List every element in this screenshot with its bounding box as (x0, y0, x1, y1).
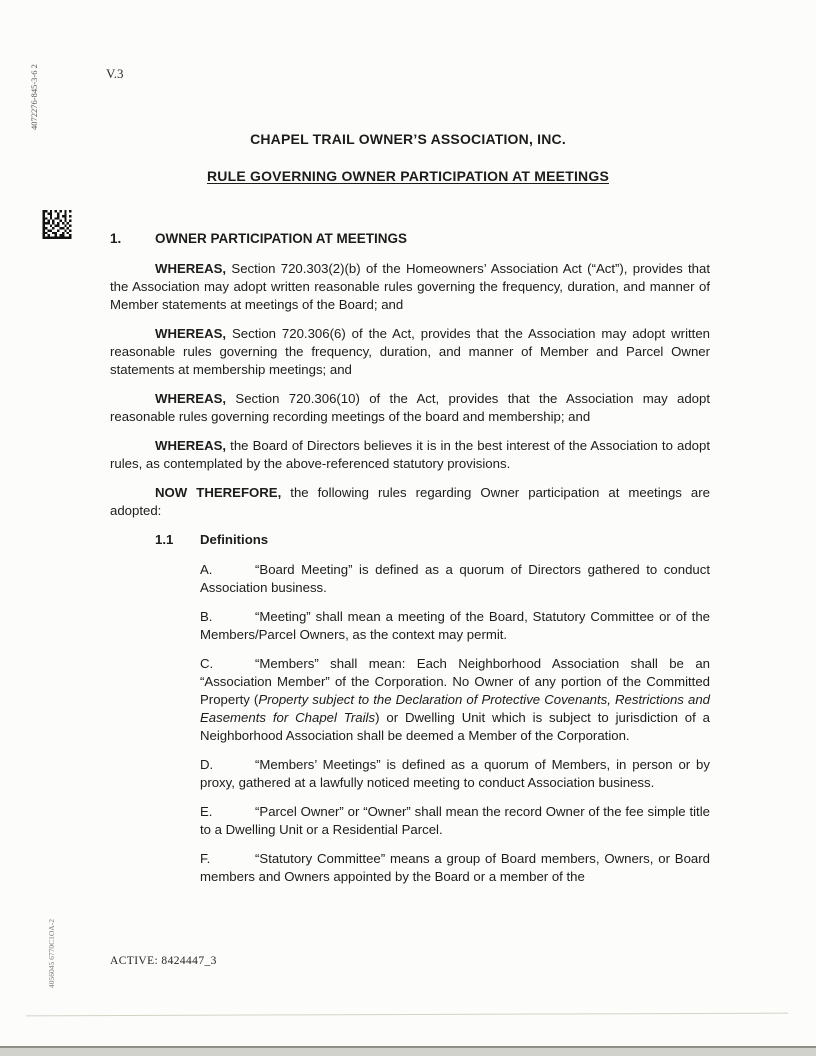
definition-item-b (200, 608, 710, 644)
definition-letter: D. (200, 757, 214, 772)
scan-bottom-edge (0, 1048, 816, 1056)
definition-text: “Board Meeting” is defined as a quorum of Directors gathered to conduct Association business. (200, 562, 710, 595)
scan-artifact-line-faint (26, 1013, 788, 1017)
definition-text: “Members” shall mean: Each Neighborhood Association shall be an “Association Member” of the Corporation. No Owner of any portion of the Committed Property ( (200, 656, 710, 707)
definition-letter: A. (200, 562, 213, 577)
definition-text-after: ) or Dwelling Unit which is subject to jurisdiction of a Neighborhood Association shall be deemed a Member of the Corporation. (200, 710, 711, 743)
paragraph-text: the Board of Directors believes it is in the best interest of the Association to adopt rules, as contemplated by the above-referenced statutory provisions. (110, 438, 710, 471)
whereas-paragraph-2 (110, 325, 710, 379)
document-body (110, 230, 710, 897)
whereas-paragraph-1 (110, 260, 710, 314)
version-label: V.3 (106, 66, 124, 81)
document-title: CHAPEL TRAIL OWNER’S ASSOCIATION, INC. (250, 131, 566, 147)
subsection-number: 1.1 (155, 532, 174, 547)
document-subtitle (0, 168, 816, 184)
definition-item-a (200, 561, 710, 597)
footer-document-id: ACTIVE: 8424447_3 (110, 955, 217, 967)
document-subtitle-text: RULE GOVERNING OWNER PARTICIPATION AT MEETINGS (207, 168, 609, 184)
paragraph-lead: NOW THEREFORE, (155, 485, 282, 500)
now-therefore-paragraph (110, 484, 710, 520)
section-heading: OWNER PARTICIPATION AT MEETINGS (155, 231, 407, 246)
definition-letter: C. (200, 656, 214, 671)
definition-letter: E. (200, 804, 213, 819)
definition-text: “Parcel Owner” or “Owner” shall mean the record Owner of the fee simple title to a Dwelling Unit or a Residential Parcel. (200, 804, 710, 837)
paragraph-text: Section 720.306(6) of the Act, provides that the Association may adopt written reasonable rules governing the frequency, duration, and manner of Member and Parcel Owner statements at membership meetings; and (110, 326, 710, 377)
paragraph-lead: WHEREAS, (155, 391, 227, 406)
margin-code-top: 4072276-845-3-6 2 (29, 64, 39, 130)
definition-italic-text: Property subject to the Declaration of Protective Covenants, Restrictions and Easements for Chapel Trails (200, 692, 710, 725)
whereas-paragraph-3 (110, 390, 710, 426)
section-number: 1. (110, 231, 122, 246)
paragraph-lead: WHEREAS, (155, 438, 227, 453)
margin-code-bottom: 4056045 6770C1OA-2 (47, 919, 56, 988)
definition-text: “Members’ Meetings” is defined as a quorum of Members, in person or by proxy, gathered at a lawfully noticed meeting to conduct Association business. (200, 757, 710, 790)
definition-item-f (200, 850, 710, 886)
paragraph-text: the following rules regarding Owner participation at meetings are adopted: (110, 485, 710, 518)
definitions-list (200, 561, 710, 886)
definition-text: “Meeting” shall mean a meeting of the Board, Statutory Committee or of the Members/Parcel Owners, as the context may permit. (200, 609, 710, 642)
definition-item-e (200, 803, 710, 839)
paragraph-lead: WHEREAS, (155, 326, 227, 341)
paragraph-text: Section 720.303(2)(b) of the Homeowners’ Association Act (“Act”), provides that the Association may adopt written reasonable rules governing the frequency, duration, and manner of Member statements at meetings of the Board; and (110, 261, 710, 312)
paragraph-lead: WHEREAS, (155, 261, 227, 276)
paragraph-text: Section 720.306(10) of the Act, provides that the Association may adopt reasonable rules governing recording meetings of the board and membership; and (110, 391, 710, 424)
section-heading-row (110, 230, 710, 248)
subsection-heading: Definitions (200, 532, 269, 547)
definition-text: “Statutory Committee” means a group of Board members, Owners, or Board members and Owners appointed by the Board or a member of the (200, 851, 710, 884)
whereas-paragraph-4 (110, 437, 710, 473)
definition-letter: F. (200, 851, 211, 866)
definition-letter: B. (200, 609, 213, 624)
definition-item-c (200, 655, 710, 745)
definition-item-d (200, 756, 710, 792)
datamatrix-barcode-icon (42, 210, 72, 239)
subsection-heading-row (155, 531, 710, 549)
